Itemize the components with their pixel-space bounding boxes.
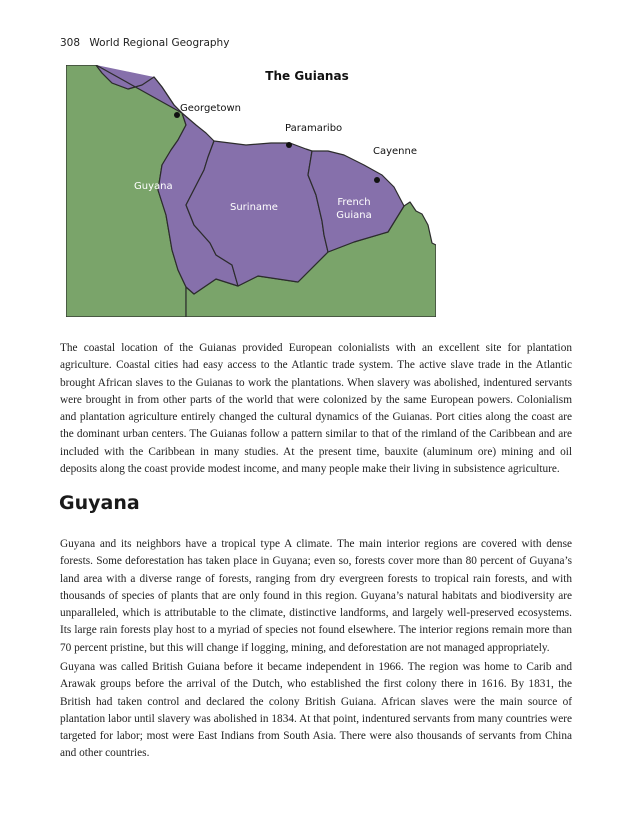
label-french-guiana-2: Guiana	[336, 210, 372, 221]
paragraph-history: Guyana was called British Guiana before it became independent in 1966. The region was home to Carib and Arawak groups before the arrival of the Dutch, who established the first colony there in 1616. By 1831, the British had taken control and declared the colony British Guiana. African slaves were the main source of plantation labor until slavery was abolished in 1834. At that point, indentured servants from many countries were targeted for labor; most were East Indians from South Asia. There were also thousands of servants from China and other countries.	[60, 661, 572, 760]
cayenne-dot	[374, 177, 380, 183]
paragraph-coastal-location: The coastal location of the Guianas provided European colonialists with an excellent site for plantation agriculture. Coastal cities had easy access to the Atlantic trade system. The active slave trade in the Atlantic brought African slaves to the Guianas to work the plantations. When slavery was abolished, indentured servants were brought in from other parts of the world that were colonized by the same European powers. Colonialism and plantation agriculture entirely changed the cultural dynamics of the Guianas. Port cities along the coast are the dominant urban centers. The Guianas follow a pattern similar to that of the rimland of the Caribbean and are included with the Caribbean in many studies. At the present time, bauxite (aluminum ore) mining and oil deposits along the coast provide modest income, and many people make their living in subsistence agriculture.	[60, 342, 572, 476]
map-title: The Guianas	[265, 69, 349, 83]
map-svg	[66, 65, 436, 317]
label-french-guiana-1: French	[337, 197, 371, 208]
label-suriname: Suriname	[230, 202, 278, 213]
label-georgetown: Georgetown	[180, 103, 242, 114]
section-heading-guyana: Guyana	[59, 492, 140, 514]
paragraph-climate: Guyana and its neighbors have a tropical type A climate. The main interior regions are covered with dense forests. Some deforestation has taken place in Guyana; even so, forests cover more than 80 percent of Guyana’s land area with a diverse range of forests, ranging from dry evergreen forests to tropical rain forests, and with thousands of species of plants that are only found in this region. Guyana’s natural habitats and biodiversity are unparalleled, which is attributable to the climate, distinctive landforms, and largely well-preserved ecosystems. Its large rain forests play host to a myriad of species not found elsewhere. The interior regions remain more than 70 percent pristine, but this will change if logging, mining, and deforestation are not managed appropriately.	[60, 538, 572, 654]
book-title: World Regional Geography	[89, 37, 230, 49]
page-number: 308	[60, 37, 81, 49]
label-guyana: Guyana	[134, 181, 173, 192]
paramaribo-dot	[286, 142, 292, 148]
label-paramaribo: Paramaribo	[285, 123, 343, 134]
running-header	[60, 37, 229, 49]
label-cayenne: Cayenne	[373, 146, 418, 157]
guianas-map	[66, 65, 436, 317]
